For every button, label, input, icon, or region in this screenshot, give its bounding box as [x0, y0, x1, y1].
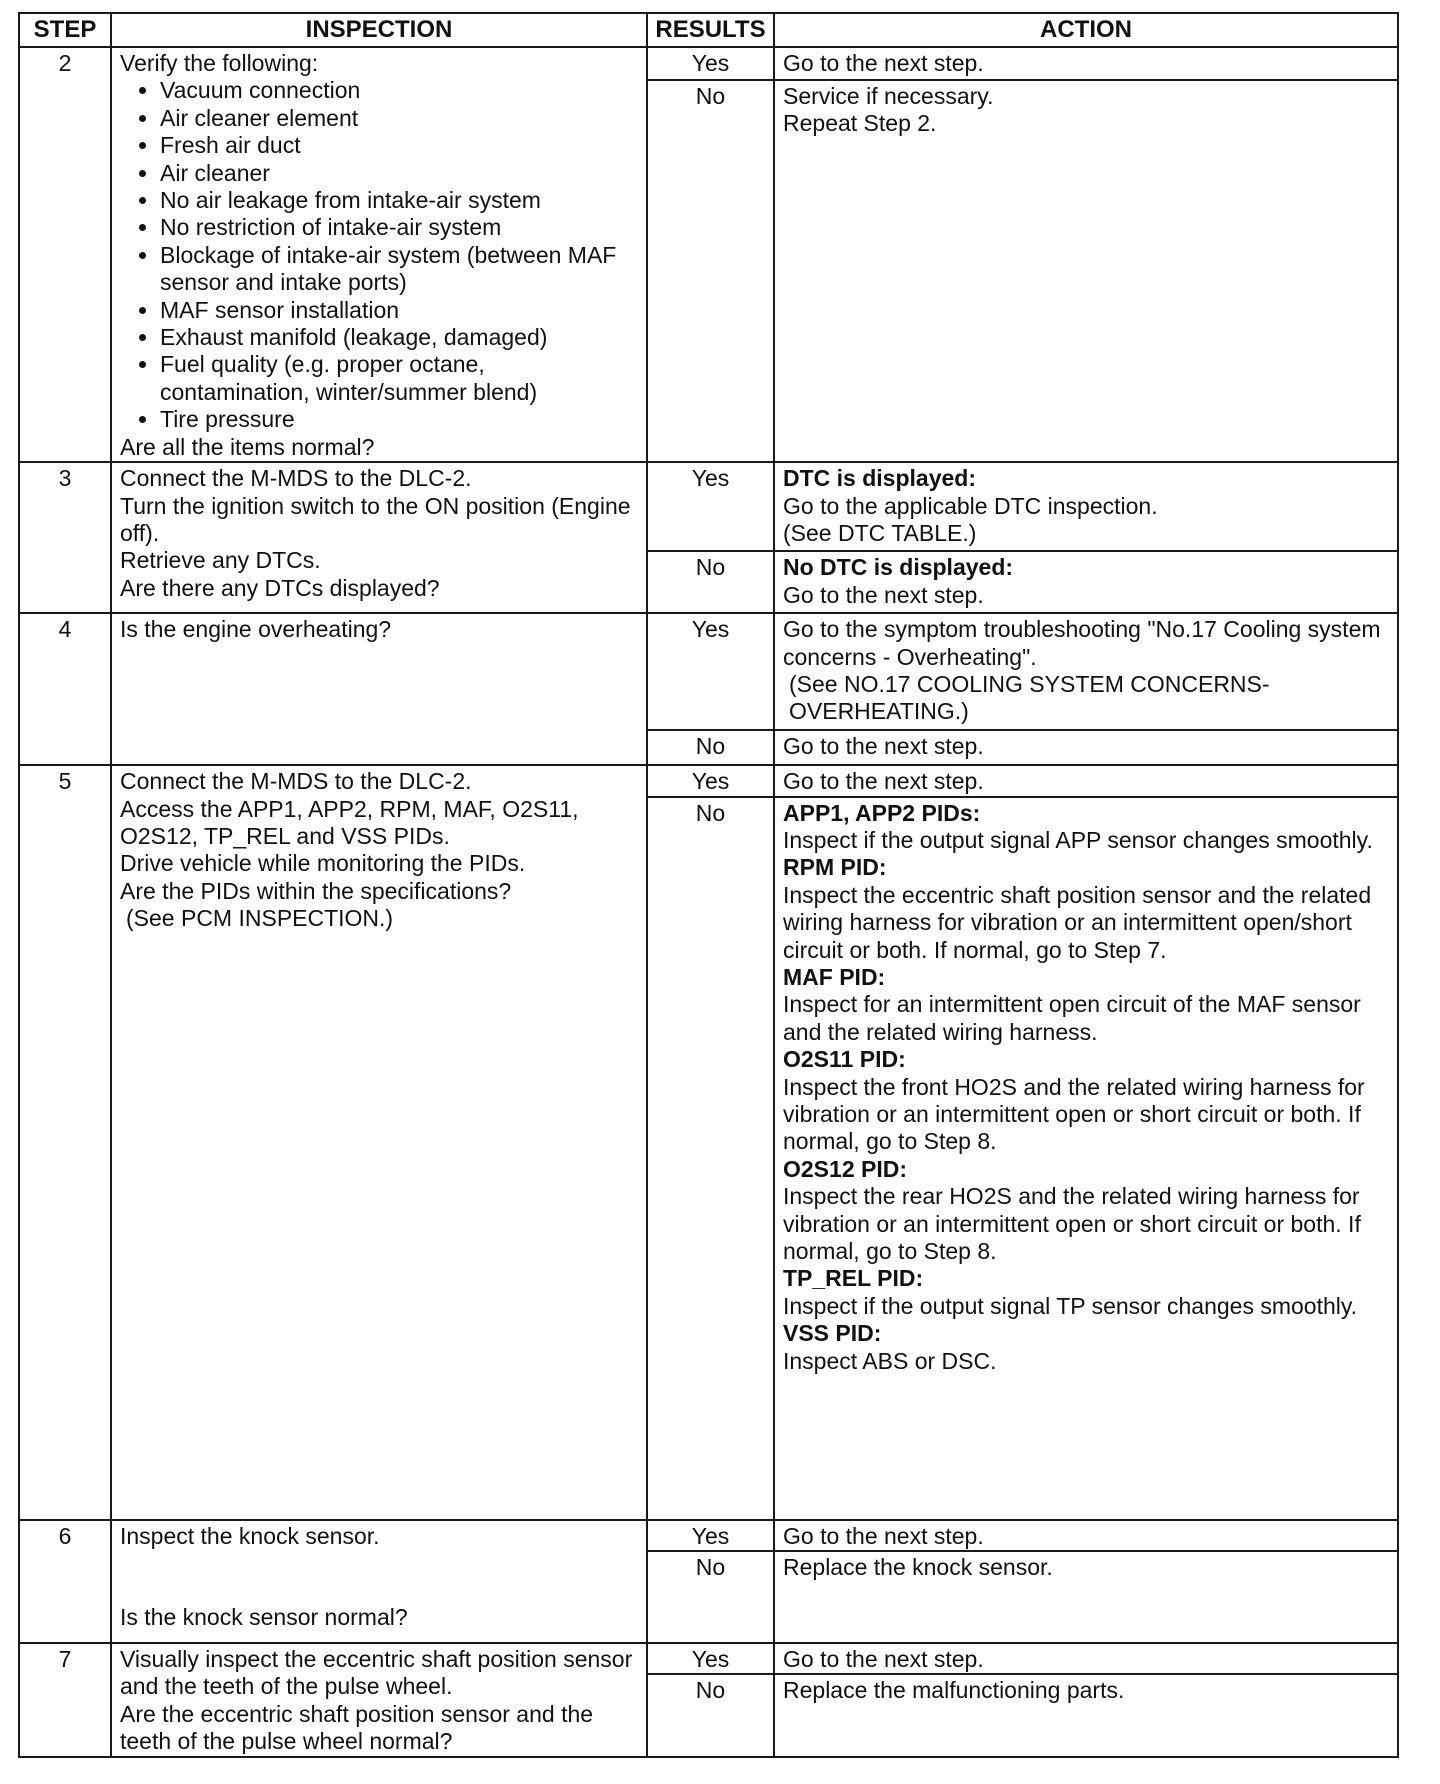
- step-2-no-action: [774, 80, 1398, 462]
- step-4-yes-row: [19, 613, 1398, 730]
- step-3-line: Turn the ignition switch to the ON position (Engine off).: [120, 492, 631, 546]
- step-2-number: 2: [19, 47, 111, 462]
- pid-heading: MAF PID:: [783, 963, 886, 990]
- step-5-yes: Yes: [647, 765, 774, 796]
- step-5-no: No: [647, 797, 774, 1520]
- step-7-yes-action: Go to the next step.: [774, 1643, 1398, 1674]
- step-5-no-action: [774, 797, 1398, 1520]
- step-5-number: 5: [19, 765, 111, 1519]
- step-5-line: Drive vehicle while monitoring the PIDs.: [120, 850, 526, 877]
- step-3-yes-action-line: (See DTC TABLE.): [783, 519, 977, 546]
- pid-text: Inspect the rear HO2S and the related wiring harness for vibration or an intermittent open or short circuit or both. If normal, go to Step 8.: [783, 1183, 1361, 1264]
- step-2-yes-row: [19, 47, 1398, 80]
- checklist-item: • MAF sensor installation: [160, 297, 638, 324]
- pid-heading: APP1, APP2 PIDs:: [783, 799, 981, 826]
- step-6-number: 6: [19, 1520, 111, 1643]
- step-4-yes: Yes: [647, 613, 774, 730]
- step-2-inspection: [111, 47, 647, 462]
- checklist-item: • Fuel quality (e.g. proper octane, contamination, winter/summer blend): [160, 351, 638, 406]
- checklist-item: • No air leakage from intake-air system: [160, 187, 638, 214]
- pid-text: Inspect ABS or DSC.: [783, 1347, 997, 1374]
- step-6-no-action: Replace the knock sensor.: [774, 1551, 1398, 1643]
- step-2-yes-action: Go to the next step.: [774, 47, 1398, 80]
- step-6-line: Inspect the knock sensor.: [120, 1522, 380, 1549]
- pid-text: Inspect if the output signal APP sensor changes smoothly.: [783, 826, 1373, 853]
- step-2-no: No: [647, 80, 774, 462]
- step-3-yes-action-line: Go to the applicable DTC inspection.: [783, 492, 1158, 519]
- step-2-yes: Yes: [647, 47, 774, 80]
- step-2-intro: Verify the following:: [120, 50, 319, 76]
- step-7-inspection: [111, 1643, 647, 1757]
- step-5-line: Connect the M-MDS to the DLC-2.: [120, 768, 472, 795]
- header-inspection: INSPECTION: [111, 13, 647, 47]
- step-7-no: No: [647, 1674, 774, 1756]
- step-7-number: 7: [19, 1643, 111, 1757]
- step-3-yes-heading: DTC is displayed:: [783, 465, 976, 492]
- diagnostic-table: [18, 12, 1399, 1758]
- step-3-line: Retrieve any DTCs.: [120, 547, 321, 574]
- step-2-no-action-line: Service if necessary.: [783, 82, 994, 109]
- checklist-item: • Fresh air duct: [160, 132, 638, 159]
- step-3-number: 3: [19, 462, 111, 613]
- checklist-item: • Air cleaner: [160, 160, 638, 187]
- step-7-line: Are the eccentric shaft position sensor and the teeth of the pulse wheel normal?: [120, 1700, 594, 1755]
- step-3-no: No: [647, 551, 774, 613]
- checklist-item: • Blockage of intake-air system (between MAF sensor and intake ports): [160, 242, 638, 297]
- step-5-line: Are the PIDs within the specifications?: [120, 877, 512, 904]
- step-3-yes: Yes: [647, 462, 774, 551]
- step-4-no-action: Go to the next step.: [774, 730, 1398, 765]
- step-6-yes-row: [19, 1520, 1398, 1551]
- step-7-yes: Yes: [647, 1643, 774, 1674]
- step-7-yes-row: [19, 1643, 1398, 1674]
- step-6-inspection: [111, 1520, 647, 1643]
- pid-heading: O2S11 PID:: [783, 1046, 906, 1073]
- step-4-no: No: [647, 730, 774, 765]
- step-3-no-heading: No DTC is displayed:: [783, 554, 1014, 581]
- header-row: [19, 13, 1398, 47]
- step-6-yes-action: Go to the next step.: [774, 1520, 1398, 1551]
- checklist-item: • Exhaust manifold (leakage, damaged): [160, 324, 638, 351]
- pid-heading: O2S12 PID:: [783, 1155, 907, 1182]
- step-7-no-action: Replace the malfunctioning parts.: [774, 1674, 1398, 1756]
- checklist-item: • No restriction of intake-air system: [160, 214, 638, 241]
- step-5-inspection: [111, 765, 647, 1519]
- pid-heading: VSS PID:: [783, 1320, 882, 1347]
- step-4-yes-action-line: Go to the symptom troubleshooting "No.17 Cooling system concerns - Overheating".: [783, 616, 1381, 670]
- pid-heading: TP_REL PID:: [783, 1265, 924, 1292]
- step-2-checklist: [120, 77, 638, 433]
- pid-text: Inspect the front HO2S and the related wiring harness for vibration or an intermittent open or short circuit or both. If normal, go to Step 8.: [783, 1073, 1365, 1155]
- pid-heading: RPM PID:: [783, 854, 887, 881]
- header-results: RESULTS: [647, 13, 774, 47]
- step-6-no: No: [647, 1551, 774, 1643]
- step-4-yes-action-line: (See NO.17 COOLING SYSTEM CONCERNS-OVERHEATING.): [789, 670, 1270, 725]
- step-3-inspection: [111, 462, 647, 613]
- step-5-line: Access the APP1, APP2, RPM, MAF, O2S11, O2S12, TP_REL and VSS PIDs.: [120, 795, 579, 849]
- step-2-no-action-line: Repeat Step 2.: [783, 110, 937, 137]
- checklist-item: • Tire pressure: [160, 406, 638, 433]
- checklist-item: • Vacuum connection: [160, 77, 638, 104]
- step-2-question: Are all the items normal?: [120, 433, 375, 460]
- step-7-line: Visually inspect the eccentric shaft position sensor and the teeth of the pulse wheel.: [120, 1645, 633, 1700]
- step-3-no-action: [774, 551, 1398, 613]
- step-3-yes-row: [19, 462, 1398, 551]
- checklist-item: • Air cleaner element: [160, 105, 638, 132]
- step-4-number: 4: [19, 613, 111, 765]
- step-3-no-action-line: Go to the next step.: [783, 581, 984, 608]
- step-3-yes-action: [774, 462, 1398, 551]
- pid-text: Inspect if the output signal TP sensor changes smoothly.: [783, 1292, 1358, 1319]
- pid-text: Inspect the eccentric shaft position sensor and the related wiring harness for vibration or an intermittent open/short circuit or both. If normal, go to Step 7.: [783, 881, 1372, 963]
- step-6-yes: Yes: [647, 1520, 774, 1551]
- pid-text: Inspect for an intermittent open circuit of the MAF sensor and the related wiring harness.: [783, 991, 1361, 1045]
- step-5-yes-row: [19, 765, 1398, 796]
- step-4-inspection: Is the engine overheating?: [111, 613, 647, 765]
- step-6-line: Is the knock sensor normal?: [120, 1603, 408, 1630]
- step-5-yes-action: Go to the next step.: [774, 765, 1398, 796]
- header-action: ACTION: [774, 13, 1398, 47]
- header-step: STEP: [19, 13, 111, 47]
- step-3-line: Connect the M-MDS to the DLC-2.: [120, 465, 472, 492]
- step-3-line: Are there any DTCs displayed?: [120, 574, 440, 601]
- step-5-line: (See PCM INSPECTION.): [126, 905, 394, 932]
- step-4-yes-action: [774, 613, 1398, 730]
